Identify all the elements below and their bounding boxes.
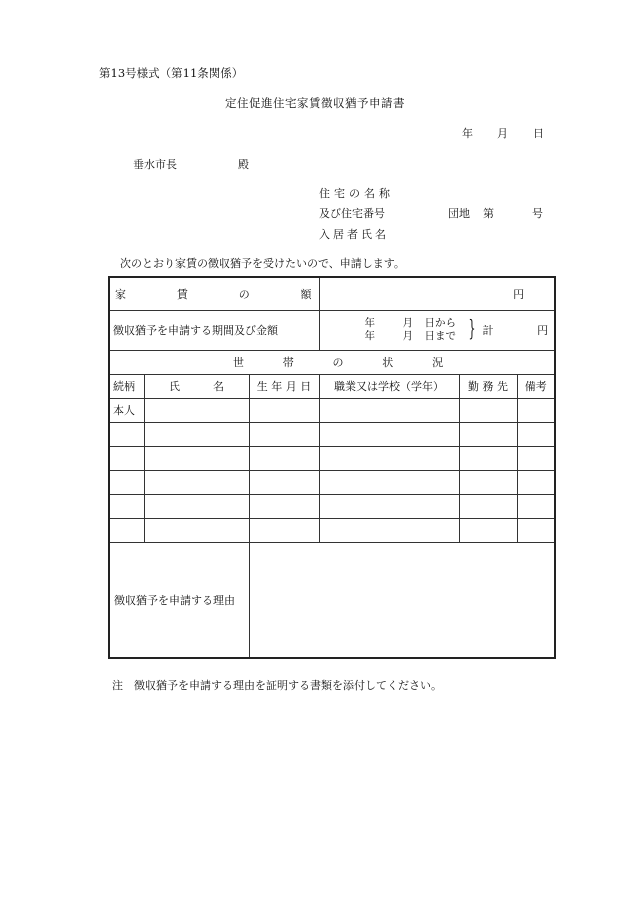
relation-cell[interactable]: 本人 [109, 398, 144, 422]
house-number-label: 及び住宅番号 [319, 205, 385, 221]
addressee: 垂水市長 [133, 156, 177, 172]
household-title: 世 帯 の 状 況 [109, 350, 555, 374]
column-header-workplace: 勤 務 先 [459, 374, 517, 398]
date-month-label: 月 [497, 125, 508, 141]
form-number: 第13号様式（第11条関係） [99, 65, 243, 81]
column-header-name: 氏 名 [144, 374, 249, 398]
document-title: 定住促進住宅家賃徴収猶予申請書 [0, 95, 630, 111]
column-header-relation: 続柄 [109, 374, 144, 398]
period-label: 徴収猶予を申請する期間及び金額 [109, 310, 319, 350]
rent-amount-field[interactable]: 円 [319, 277, 555, 310]
gou-label: 号 [532, 205, 543, 221]
rent-label: 家 賃 の 額 [109, 277, 319, 310]
date-day-label: 日 [533, 125, 544, 141]
date-year-label: 年 [462, 125, 473, 141]
complex-label: 団地 [448, 205, 470, 221]
column-header-occupation: 職業又は学校（学年） [319, 374, 459, 398]
house-name-label: 住宅の名称 [319, 185, 394, 201]
intro-text: 次のとおり家賃の徴収猶予を受けたいので、申請します。 [120, 255, 405, 271]
column-header-birthdate: 生 年 月 日 [249, 374, 319, 398]
dai-label: 第 [483, 205, 494, 221]
column-header-remarks: 備考 [517, 374, 555, 398]
resident-name-label: 入居者氏名 [319, 226, 389, 242]
honorific: 殿 [238, 156, 249, 172]
period-field[interactable]: 年 月 日から 年 月 日まで } 計 円 [319, 310, 555, 350]
attachment-note: 注 徴収猶予を申請する理由を証明する書類を添付してください。 [112, 677, 442, 693]
reason-label: 徴収猶予を申請する理由 [109, 542, 249, 658]
